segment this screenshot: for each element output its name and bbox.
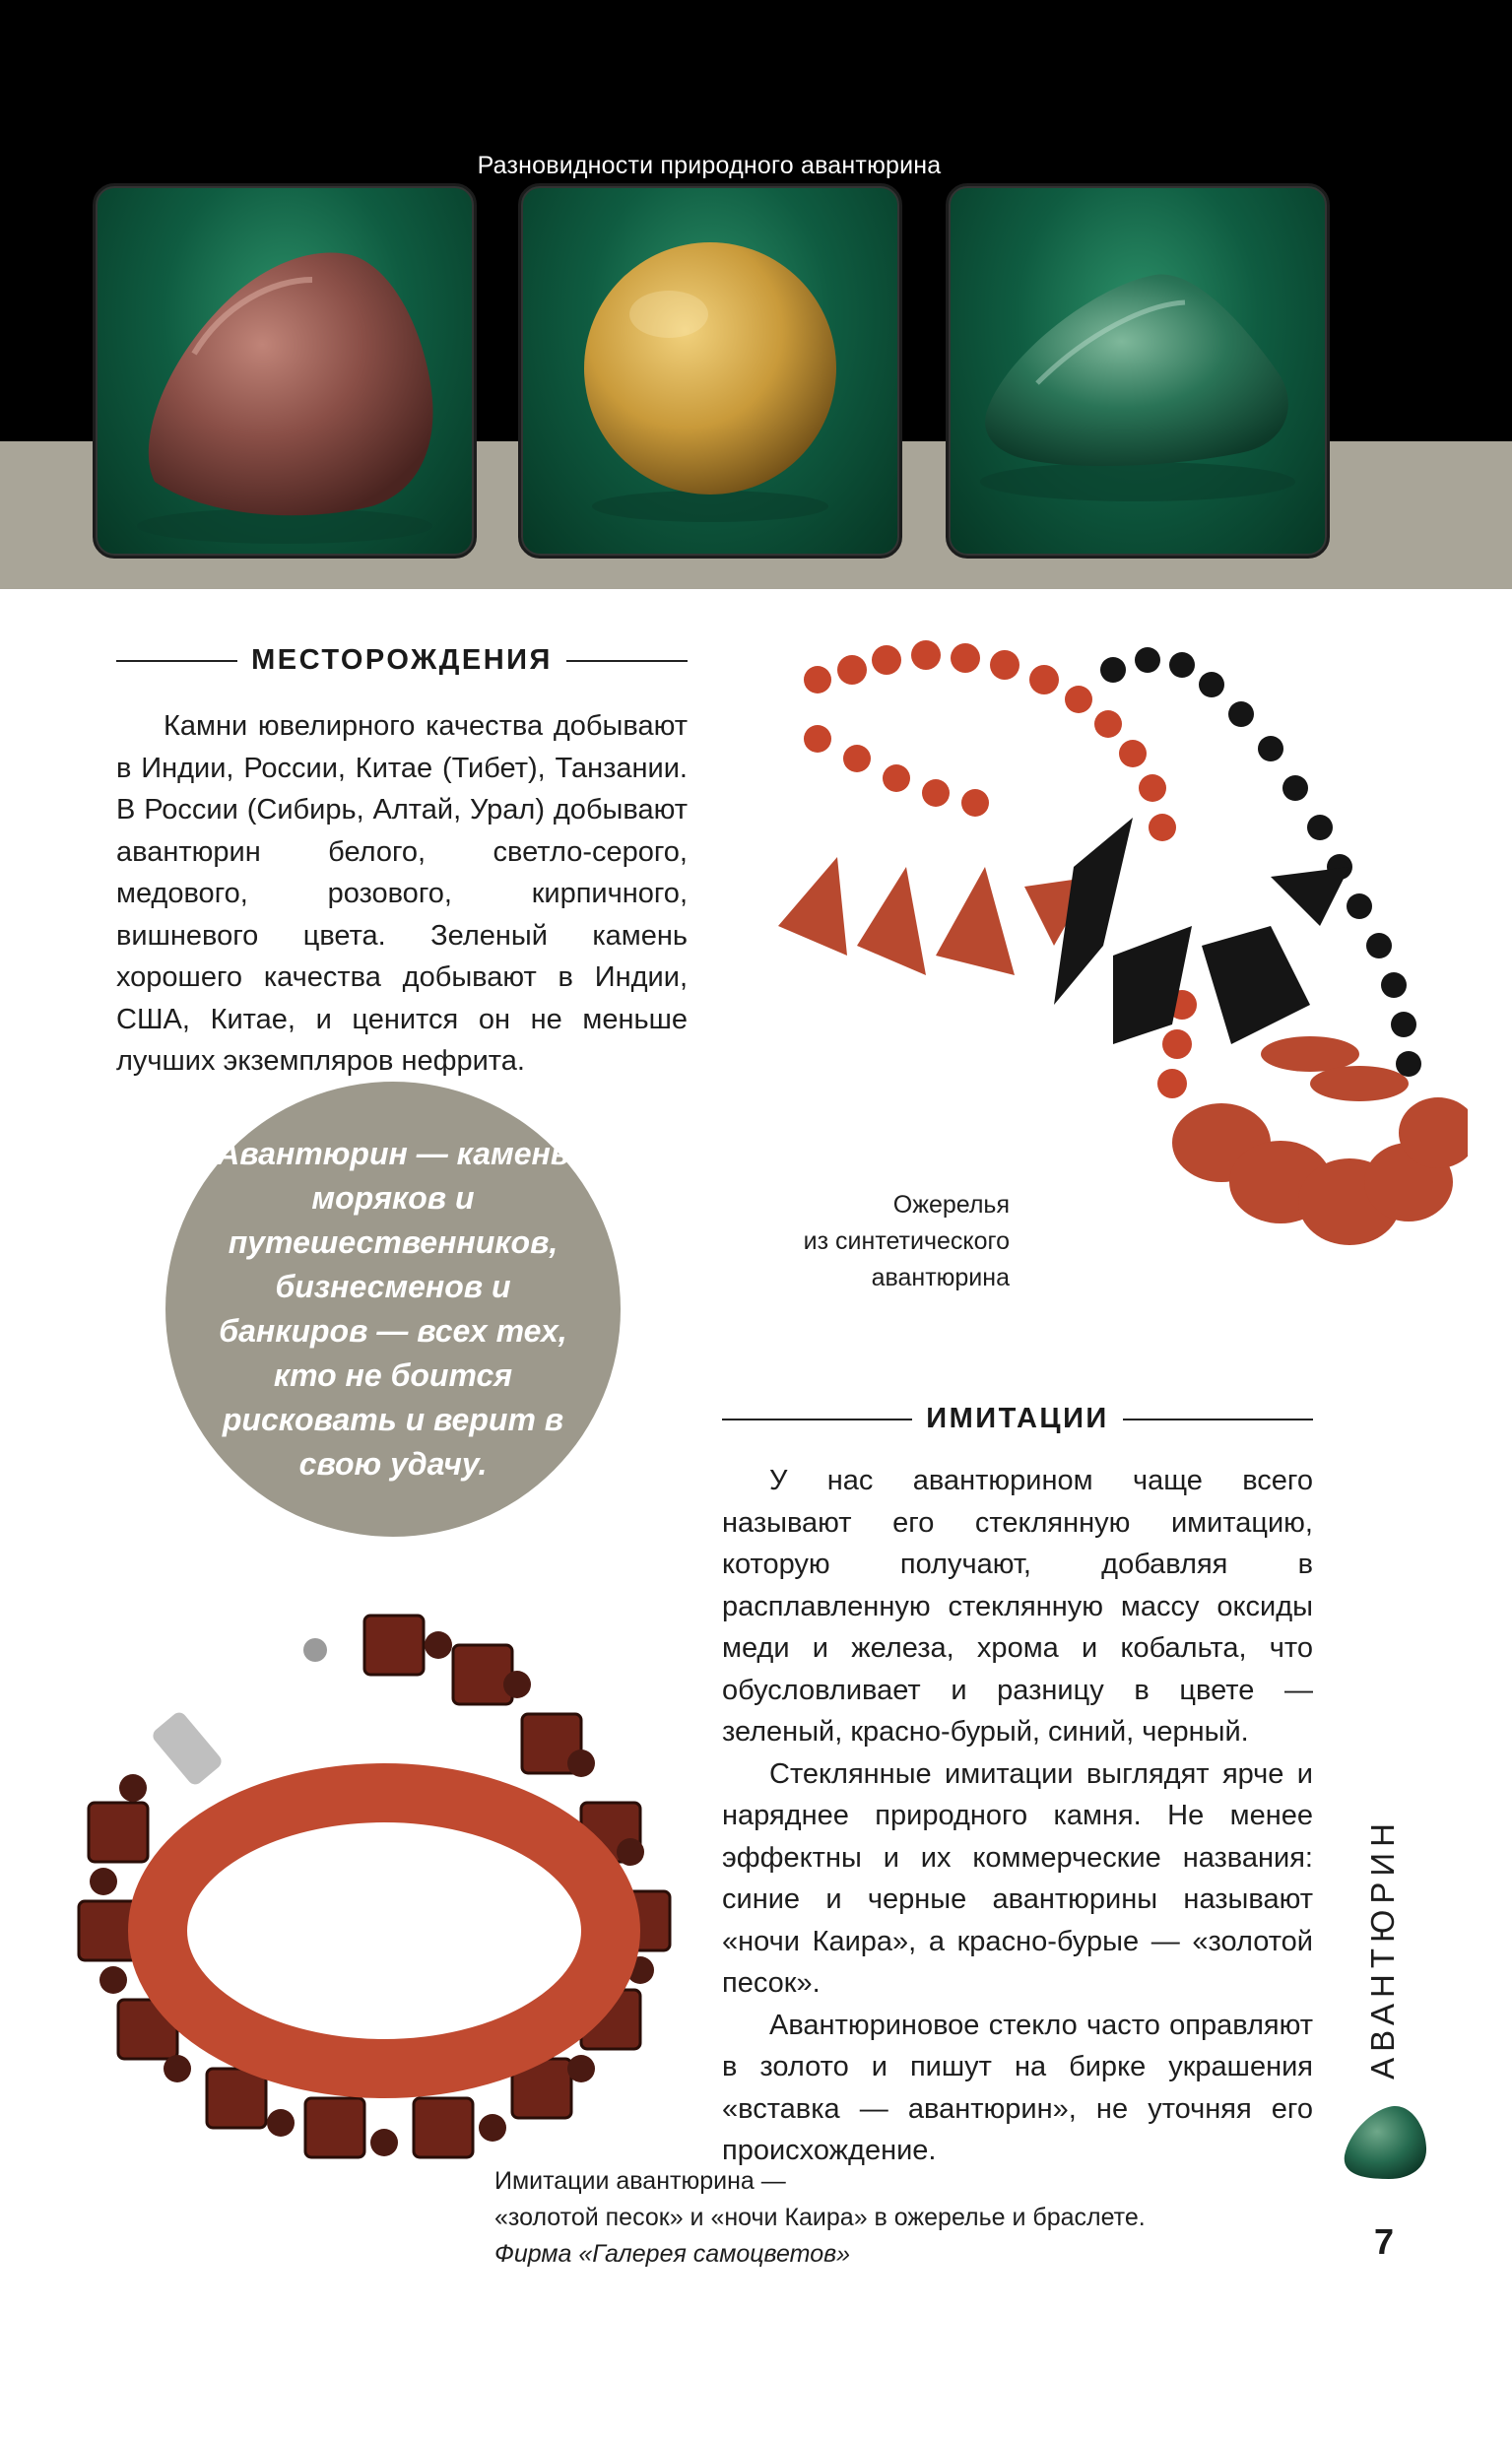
pink-stone-icon xyxy=(96,186,474,556)
bracelet-caption-line1: Имитации авантюрина — xyxy=(494,2167,786,2195)
imitations-heading xyxy=(722,1403,1313,1435)
deposits-text xyxy=(116,705,688,1083)
stone-photo-pink xyxy=(93,183,477,559)
necklace-caption-line2: из синтетического xyxy=(803,1227,1010,1255)
bracelet-caption-line2: «золотой песок» и «ночи Каира» в ожерелье и браслете. xyxy=(494,2204,1146,2231)
imitations-paragraph-1: У нас авантюрином чаще всего называют его стеклянную имитацию, которую получают, добавляя в расплавленную стеклянную массу оксиды меди и железа, хрома и кобальта, что обусловливает и разницу в цвете — зеленый, красно-бурый, синий, черный. xyxy=(722,1465,1313,1748)
necklace-caption xyxy=(749,1187,1010,1296)
deposits-paragraph: Камни ювелирного качества добывают в Индии, России, Китае (Тибет), Танзании. В России (Сибирь, Алтай, Урал) добывают авантюрин белого, светло-серого, медового, розового, кирпичного, вишневого цвета. Зеленый камень хорошего качества добывают в Индии, США, Китае, и ценится он не меньше лучших экземпляров нефрита. xyxy=(116,710,688,1077)
quote-text: Авантюрин — камень моряков и путешественников, бизнесменов и банкиров — всех тех, кто не боится рисковать и верит в свою удачу. xyxy=(217,1136,569,1482)
heading-rule-left xyxy=(722,1419,912,1420)
necklace-caption-line1: Ожерелья xyxy=(892,1191,1010,1219)
heading-rule-right xyxy=(566,660,688,662)
necklace-caption-line3: авантюрина xyxy=(871,1264,1010,1291)
bracelet-caption xyxy=(494,2163,1184,2273)
imitations-heading-text: ИМИТАЦИИ xyxy=(926,1403,1109,1434)
deposits-heading-text: МЕСТОРОЖДЕНИЯ xyxy=(251,644,553,676)
green-stone-icon xyxy=(1335,2096,1433,2185)
bracelet-caption-line3: Фирма «Галерея самоцветов» xyxy=(494,2240,851,2268)
page-number: 7 xyxy=(1374,2221,1395,2262)
heading-rule-right xyxy=(1123,1419,1313,1420)
bracelet-photo xyxy=(59,1606,709,2177)
heading-rule-left xyxy=(116,660,237,662)
section-word-text: АВАНТЮРИН xyxy=(1364,1816,1401,2080)
yellow-stone-icon xyxy=(521,186,899,556)
stone-photo-green xyxy=(946,183,1330,559)
quote-circle xyxy=(165,1082,621,1537)
imitations-text xyxy=(722,1460,1313,2172)
deposits-heading xyxy=(116,644,688,677)
green-stone-icon xyxy=(949,186,1327,556)
section-sidebar-word xyxy=(1361,1816,1405,2080)
bracelet-icon xyxy=(59,1606,709,2177)
header-caption: Разновидности природного авантюрина xyxy=(477,152,942,179)
stone-photo-yellow xyxy=(518,183,902,559)
imitations-paragraph-3: Авантюриновое стекло часто оправляют в золото и пишут на бирке украшения «вставка — авантюрин», не уточняя его происхождение. xyxy=(722,2009,1313,2166)
imitations-paragraph-2: Стеклянные имитации выглядят ярче и наряднее природного камня. Не менее эффектны и их коммерческие названия: синие и черные авантюрины называют «ночи Каира», а красно-бурые — «золотой песок». xyxy=(722,1757,1313,1999)
